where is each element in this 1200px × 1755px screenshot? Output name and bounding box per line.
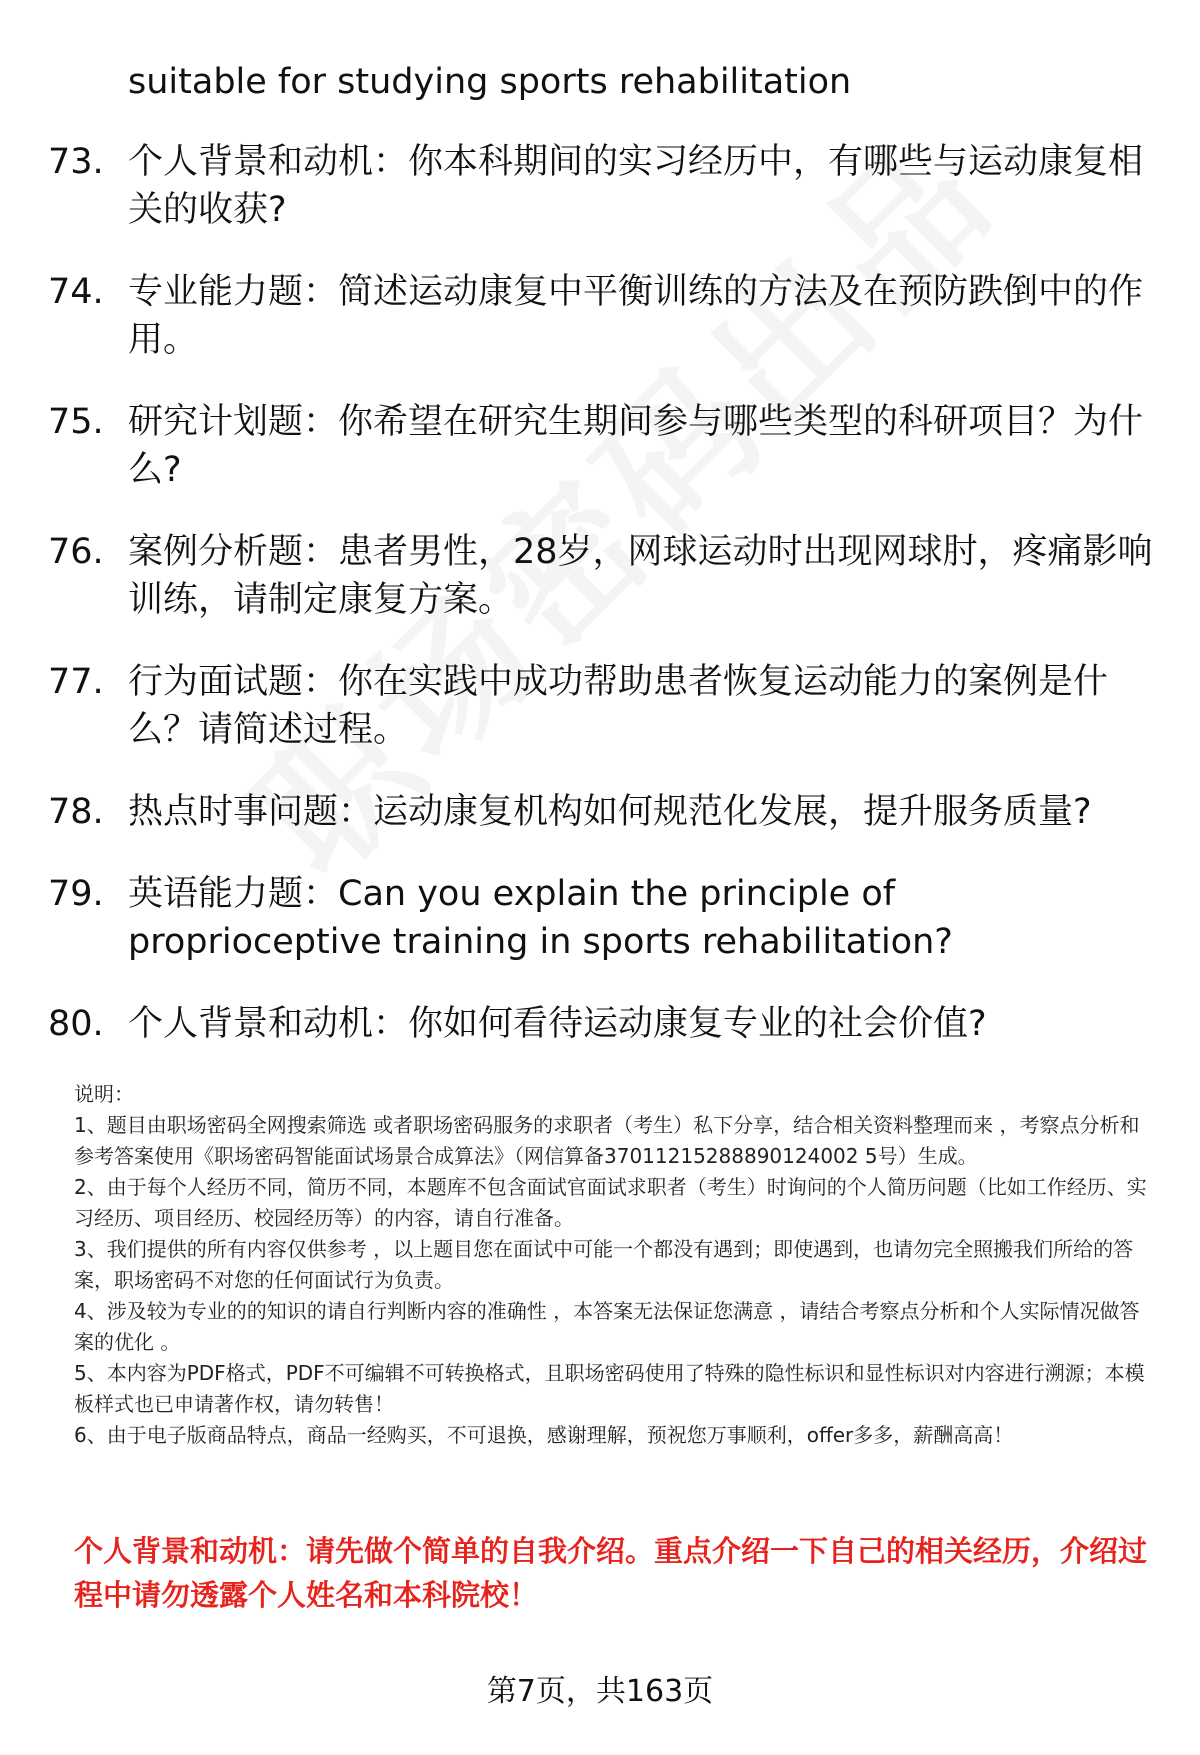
question-number: 74. xyxy=(48,272,104,312)
question-item xyxy=(48,398,1158,494)
page-footer: 第7页，共163页 xyxy=(486,1674,714,1709)
question-number: 78. xyxy=(48,792,104,832)
question-item xyxy=(48,788,1158,836)
question-text: 个人背景和动机：你本科期间的实习经历中，有哪些与运动康复相关的收获? xyxy=(128,142,1144,230)
question-text: 研究计划题：你希望在研究生期间参与哪些类型的科研项目？为什么? xyxy=(128,402,1144,490)
question-number: 76. xyxy=(48,532,104,572)
question-item xyxy=(48,528,1158,624)
note-item: 6、由于电子版商品特点，商品一经购买，不可退换，感谢理解，预祝您万事顺利，offer多多，薪酬高高！ xyxy=(74,1423,1014,1447)
question-item xyxy=(48,268,1158,364)
question-number: 80. xyxy=(48,1004,104,1044)
question-item xyxy=(48,870,1158,966)
note-item: 2、由于每个人经历不同，简历不同，本题库不包含面试官面试求职者（考生）时询问的个人简历问题（比如工作经历、实习经历、项目经历、校园经历等）的内容，请自行准备。 xyxy=(74,1175,1147,1230)
notes-section xyxy=(74,1079,1154,1451)
note-item: 4、涉及较为专业的的知识的请自行判断内容的准确性 ，本答案无法保证您满意 ，请结合考察点分析和个人实际情况做答案的优化 。 xyxy=(74,1299,1140,1354)
question-number: 75. xyxy=(48,402,104,442)
continued-text: suitable for studying sports rehabilitation xyxy=(128,62,852,102)
question-text: 热点时事问题：运动康复机构如何规范化发展，提升服务质量? xyxy=(128,792,1092,832)
question-item xyxy=(48,1000,1158,1048)
question-item xyxy=(48,138,1158,234)
question-text: 英语能力题：Can you explain the principle of proprioceptive training in sports rehabilitation? xyxy=(128,874,953,962)
notes-heading: 说明： xyxy=(74,1082,134,1106)
note-item: 1、题目由职场密码全网搜索筛选 或者职场密码服务的求职者（考生）私下分享，结合相关资料整理而来 ，考察点分析和参考答案使用《职场密码智能面试场景合成算法》（网信算备37011215288890124002 5号）生成。 xyxy=(74,1113,1140,1168)
highlight-prompt: 个人背景和动机：请先做个简单的自我介绍。重点介绍一下自己的相关经历，介绍过程中请勿透露个人姓名和本科院校！ xyxy=(74,1534,1148,1612)
question-text: 行为面试题：你在实践中成功帮助患者恢复运动能力的案例是什么？请简述过程。 xyxy=(128,662,1109,750)
question-text: 个人背景和动机：你如何看待运动康复专业的社会价值? xyxy=(128,1004,987,1044)
note-item: 3、我们提供的所有内容仅供参考 ，以上题目您在面试中可能一个都没有遇到；即使遇到，也请勿完全照搬我们所给的答案，职场密码不对您的任何面试行为负责。 xyxy=(74,1237,1134,1292)
question-text: 专业能力题：简述运动康复中平衡训练的方法及在预防跌倒中的作用。 xyxy=(128,272,1144,360)
question-number: 77. xyxy=(48,662,104,702)
question-number: 73. xyxy=(48,142,104,182)
question-text: 案例分析题：患者男性，28岁，网球运动时出现网球肘，疼痛影响训练，请制定康复方案。 xyxy=(128,532,1153,620)
note-item: 5、本内容为PDF格式，PDF不可编辑不可转换格式，且职场密码使用了特殊的隐性标识和显性标识对内容进行溯源；本模板样式也已申请著作权，请勿转售！ xyxy=(74,1361,1145,1416)
question-number: 79. xyxy=(48,874,104,914)
question-item xyxy=(48,658,1158,754)
question-list xyxy=(48,138,1158,1082)
